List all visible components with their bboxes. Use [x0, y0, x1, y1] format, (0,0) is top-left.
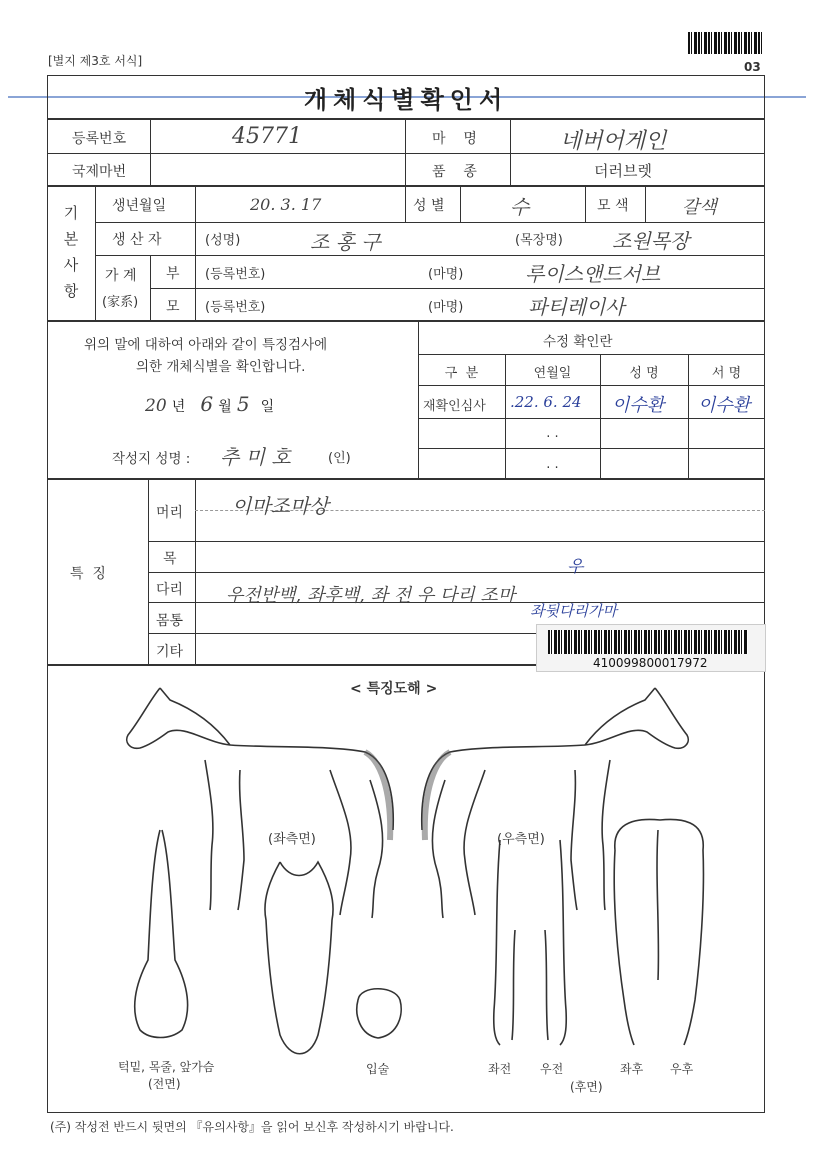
dam-reg-label: (등록번호): [205, 300, 266, 315]
birth-label: 생년월일: [112, 198, 167, 214]
breeder-label: 생 산 자: [112, 232, 162, 248]
revision-header-date: 연월일: [533, 366, 572, 381]
revision-title: 수정 확인란: [543, 334, 613, 350]
statement-line2: 의한 개체식별을 확인합니다.: [136, 359, 306, 375]
dam-value: 파티레이사: [528, 295, 625, 319]
statement-line1: 위의 말에 대하여 아래와 같이 특징검사에: [84, 337, 328, 353]
neck-label: 목: [163, 551, 177, 567]
intl-name-label: 국제마번: [72, 164, 127, 180]
revision-header-sign: 서 명: [711, 366, 742, 381]
reg-no-value: 45771: [232, 124, 302, 149]
basic-section-label: 기본사항: [63, 204, 79, 300]
dam-label: 모: [166, 299, 180, 315]
legs-value: 우전반백, 좌후백, 좌 전 우 다리 조마: [226, 585, 516, 606]
breed-value: 더러브렛: [594, 162, 652, 180]
seal-mark: (인): [328, 451, 351, 466]
front-caption: 턱밑, 목줄, 앞가슴: [118, 1060, 215, 1074]
form-number: [별지 제3호 서식]: [48, 54, 143, 68]
diagram-title: < 특징도해 >: [350, 681, 438, 697]
revision-header-name: 성 명: [629, 366, 659, 381]
right-hind-label: 우후: [670, 1062, 694, 1076]
horse-name-label: 마 명: [432, 131, 477, 147]
color-label: 모 색: [597, 198, 629, 214]
writer-label: 작성지 성명 :: [112, 451, 191, 467]
breeder-name-label: (성명): [205, 233, 241, 248]
page-code: 03: [744, 60, 761, 74]
other-label: 기타: [156, 644, 184, 660]
legs-blue-note: 좌뒷다리가마: [530, 602, 617, 620]
pedigree-label: 가 계: [105, 268, 137, 284]
lip-label: 입술: [366, 1062, 390, 1076]
revision-row-date: .22. 6. 24: [510, 393, 582, 411]
barcode-number: 410099800017972: [593, 656, 708, 670]
body-label: 몸통: [156, 613, 184, 629]
left-hind-label: 좌후: [620, 1062, 644, 1076]
revision-row-kind: 재확인심사: [423, 399, 486, 414]
legs-label: 다리: [156, 582, 184, 598]
birth-value: 20. 3. 17: [250, 195, 322, 214]
reg-no-label: 등록번호: [72, 131, 127, 147]
sire-value: 루이스앤드서브: [525, 262, 661, 286]
breeder-name-value: 조 홍 구: [310, 230, 381, 254]
sex-label: 성 별: [413, 198, 445, 214]
revision-row3-date: . .: [546, 457, 559, 472]
sire-name-label: (마명): [428, 267, 464, 282]
farm-value: 조원목장: [612, 229, 690, 253]
left-side-label: (좌측면): [268, 832, 316, 847]
revision-header-kind: 구 분: [444, 366, 479, 381]
right-side-label: (우측면): [497, 832, 545, 847]
revision-row-sign: 이수환: [698, 395, 751, 416]
writer-value: 추 미 호: [220, 445, 291, 469]
revision-row-name: 이수환: [612, 395, 665, 416]
document-title: 개체식별확인서: [303, 86, 509, 114]
legs-correction-mark: 우: [567, 557, 584, 577]
confirm-date: 20 년 6 월 5 일: [145, 392, 275, 416]
pedigree-hanja: (家系): [102, 295, 139, 310]
color-value: 갈색: [682, 197, 717, 218]
rear-label: (후면): [570, 1080, 603, 1094]
revision-row2-date: . .: [546, 426, 559, 441]
breed-label: 품 종: [432, 164, 477, 180]
left-front-label: 좌전: [488, 1062, 512, 1076]
sire-label: 부: [166, 266, 180, 282]
sex-value: 수: [510, 195, 530, 219]
head-label: 머리: [156, 505, 184, 521]
sire-reg-label: (등록번호): [205, 267, 266, 282]
head-value: 이마조마상: [232, 494, 329, 518]
farm-label: (목장명): [515, 233, 563, 248]
front-label: (전면): [148, 1077, 181, 1091]
dam-name-label: (마명): [428, 300, 464, 315]
footer-note: (주) 작성전 반드시 뒷면의 『유의사항』을 읽어 보신후 작성하시기 바랍니다.: [50, 1120, 454, 1134]
horse-name-value: 네버어게인: [560, 129, 667, 154]
right-front-label: 우전: [540, 1062, 564, 1076]
features-section-label: 특 징: [70, 566, 106, 582]
